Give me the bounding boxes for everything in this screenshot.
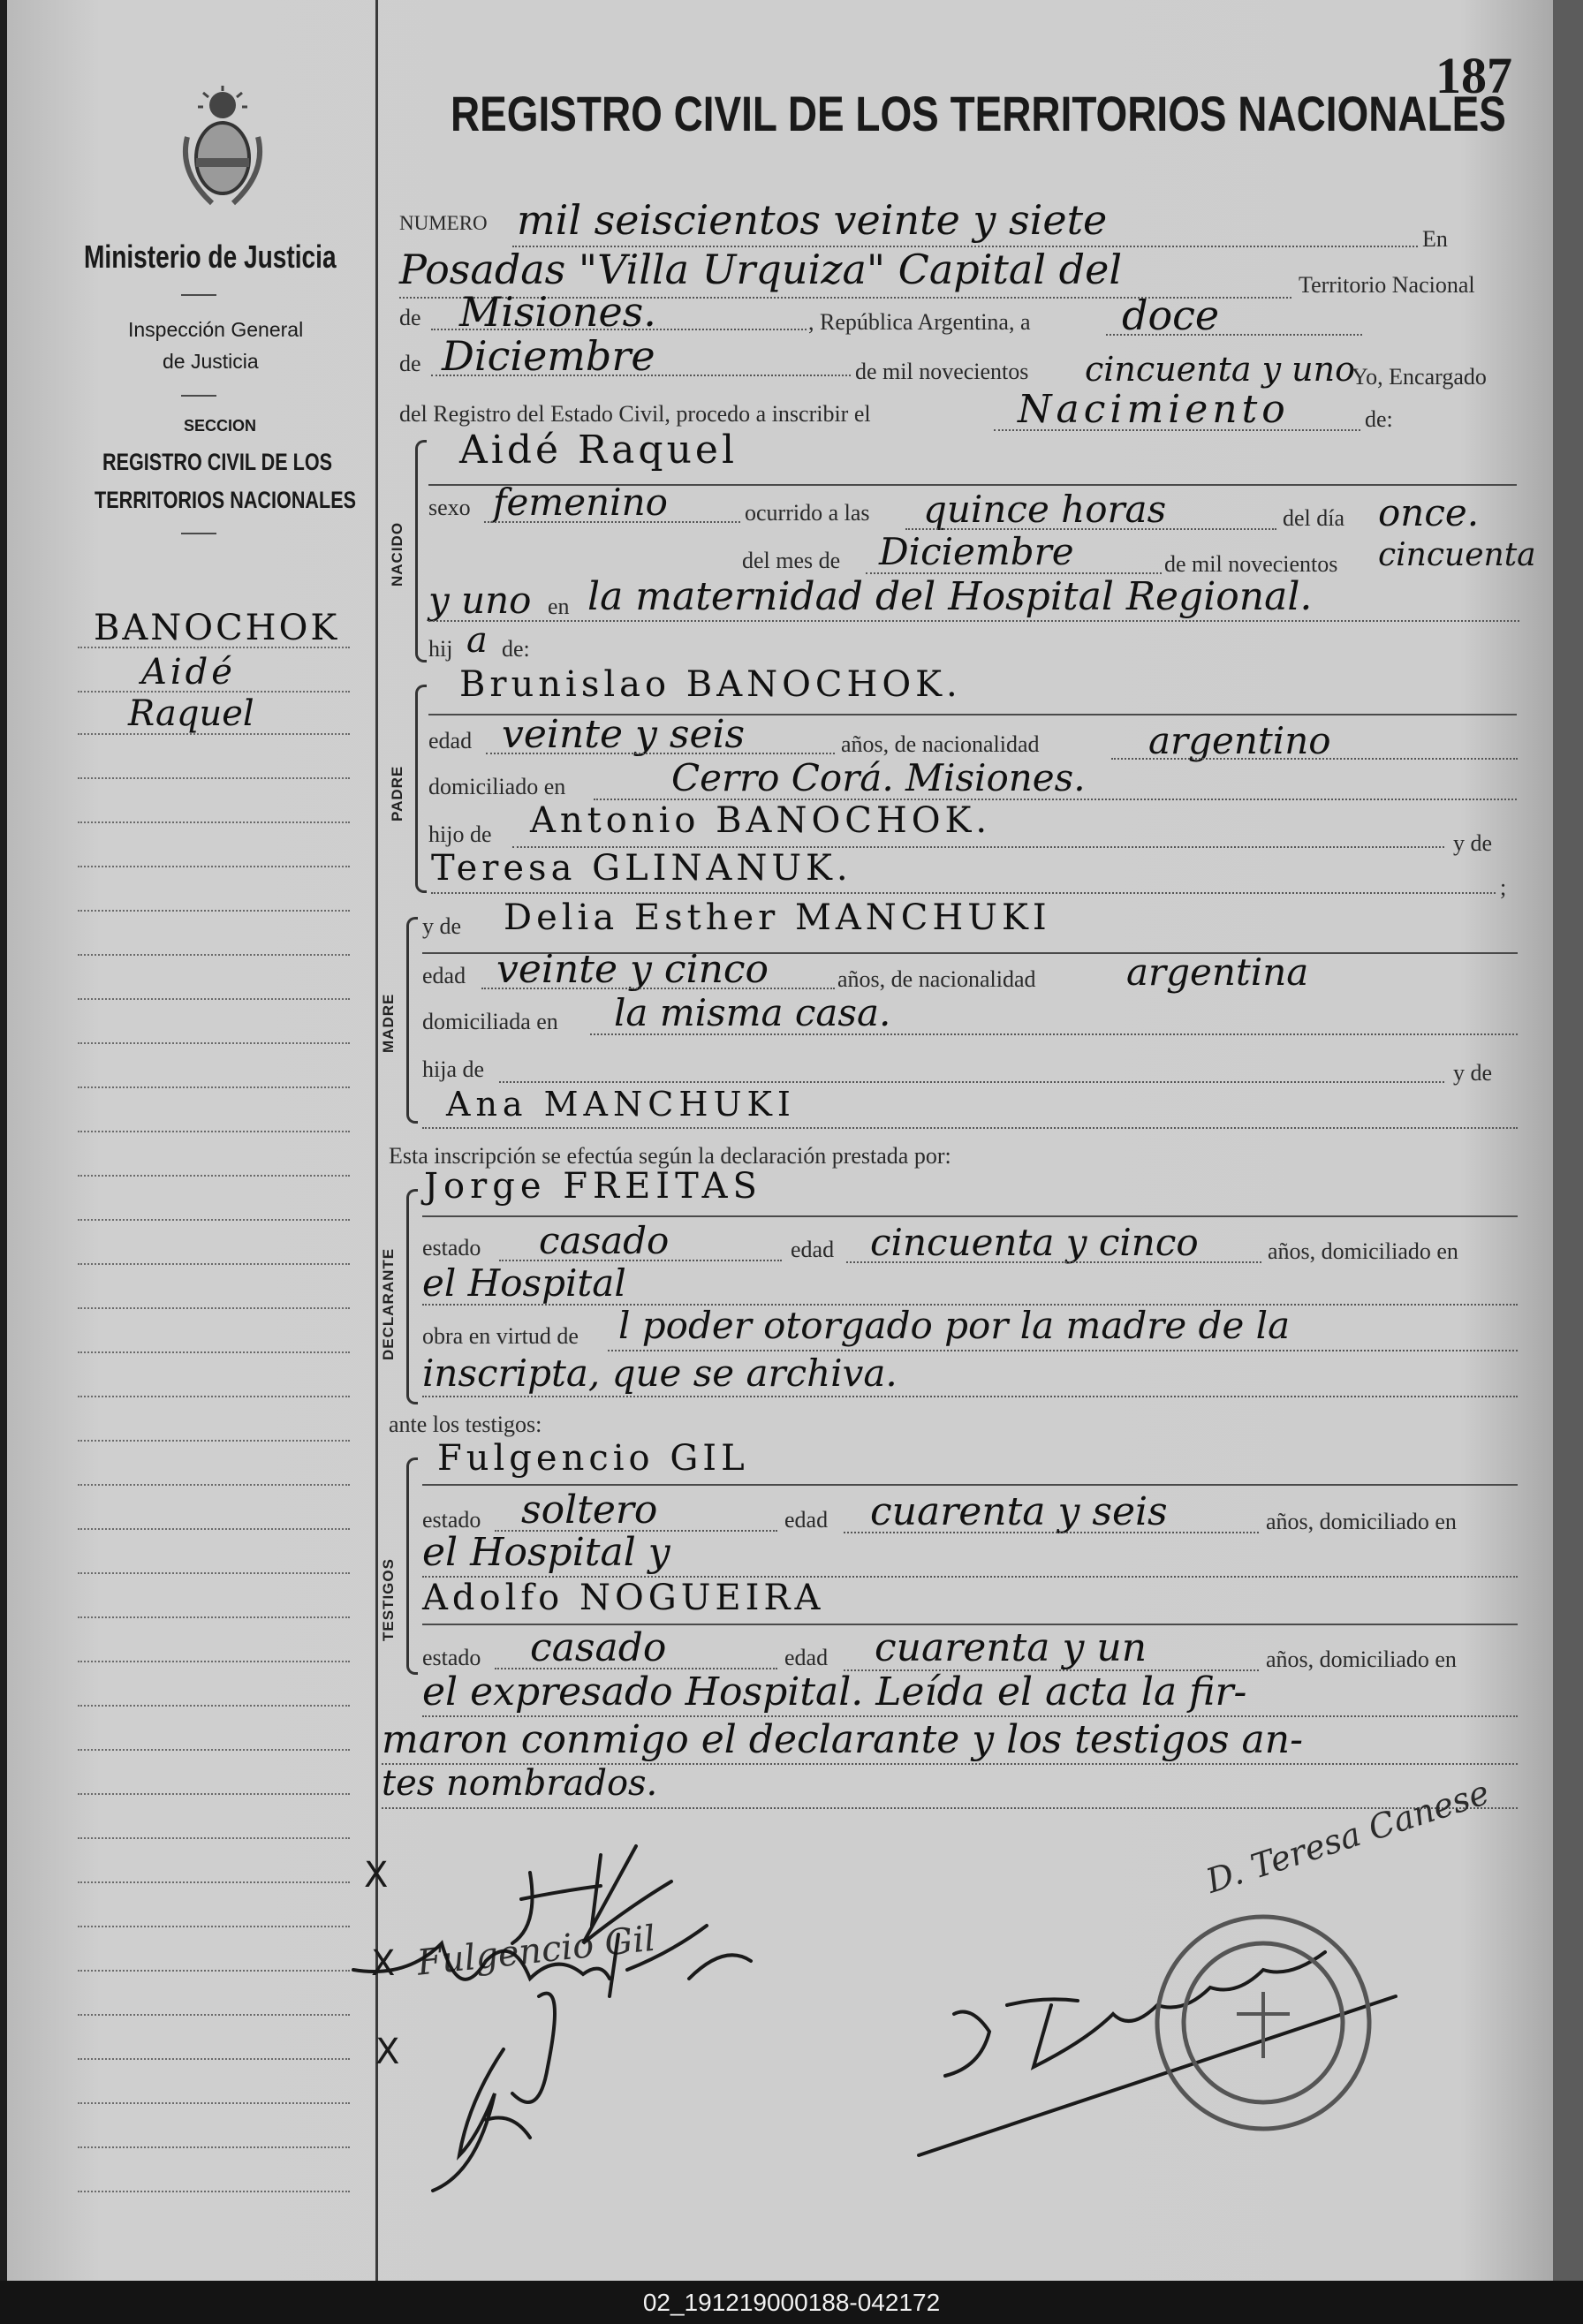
de-colon-2: de:	[502, 636, 530, 662]
margin-line	[78, 1793, 350, 1795]
margin-line	[78, 1528, 350, 1530]
margin-line	[78, 1837, 350, 1839]
de-colon: de:	[1365, 406, 1393, 432]
madre-edad-value: veinte y cinco	[496, 947, 769, 992]
line	[994, 429, 1360, 431]
witness-2-dom-label: años, domiciliado en	[1266, 1646, 1457, 1672]
numero-value: mil seiscientos veinte y siete	[517, 196, 1108, 244]
mes-value: Diciembre	[879, 530, 1074, 573]
margin-line	[78, 1086, 350, 1088]
registro-label: del Registro del Estado Civil, procedo a inscribir el	[399, 401, 871, 427]
padre-y-de-label: y de	[1453, 830, 1493, 856]
line	[431, 892, 1496, 894]
yo-label: Yo, Encargado	[1352, 364, 1487, 390]
padre-brace	[415, 685, 427, 893]
line	[486, 753, 835, 754]
year-value-b: y uno	[428, 579, 532, 622]
divider	[181, 395, 216, 397]
declaracion-intro: Esta inscripción se efectúa según la declaración prestada por:	[389, 1143, 951, 1169]
signatures-drawing	[336, 1802, 1484, 2261]
padre-edad-label: edad	[428, 728, 473, 753]
padre-hijo-label: hijo de	[428, 821, 492, 847]
republica-label: , República Argentina, a	[808, 309, 1031, 335]
line	[422, 1396, 1518, 1397]
madre-brace	[406, 917, 418, 1124]
ministry-title: Ministerio de Justicia	[84, 238, 337, 275]
officer-signature: D. Teresa Canese	[1201, 1772, 1494, 1901]
declarante-edad-label: edad	[791, 1237, 835, 1262]
margin-note-name-2: Raquel	[128, 693, 254, 734]
en-label-2: en	[548, 594, 570, 619]
margin-line	[78, 733, 350, 735]
margin-line	[78, 691, 350, 693]
act-value: Nacimiento	[1018, 387, 1290, 432]
padre-dom-value: Cerro Corá. Misiones.	[671, 756, 1086, 799]
margin-line	[78, 2146, 350, 2148]
margin-line	[78, 954, 350, 956]
margin-line	[78, 1351, 350, 1353]
divider	[181, 294, 216, 296]
witness-1-estado-label: estado	[422, 1507, 481, 1533]
witness-2-dom: el expresado Hospital. Leída el acta la fir-	[422, 1669, 1247, 1715]
en-label: En	[1422, 226, 1448, 252]
margin-note-surname: BANOCHOK	[94, 608, 340, 648]
mil-label: de mil novecientos	[855, 359, 1029, 384]
dia-value: once.	[1378, 491, 1480, 534]
line	[422, 1215, 1518, 1217]
madre-dom-value: la misma casa.	[614, 991, 891, 1034]
witness-1-estado: soltero	[521, 1488, 658, 1533]
witness-2-estado: casado	[530, 1625, 667, 1670]
hij-value: a	[466, 620, 488, 661]
line	[499, 1081, 1444, 1083]
de-label-2: de	[399, 351, 421, 376]
inspection-line-1: Inspección General	[128, 318, 304, 341]
declarante-name: Jorge FREITAS	[424, 1166, 762, 1207]
official-stamp-icon	[1157, 1917, 1369, 2129]
line	[428, 620, 1519, 622]
signature-mark-3: X	[375, 2032, 400, 2072]
margin-line	[78, 1219, 350, 1221]
margin-line	[78, 1705, 350, 1707]
declarante-brace	[406, 1189, 418, 1404]
witness-1-name: Fulgencio GIL	[437, 1438, 749, 1479]
sexo-label: sexo	[428, 495, 471, 520]
margin-line	[78, 1881, 350, 1883]
obra-label: obra en virtud de	[422, 1323, 579, 1349]
line	[422, 1484, 1518, 1486]
place-value: Posadas "Villa Urquiza" Capital del	[399, 246, 1123, 293]
closing-line-b: tes nombrados.	[382, 1763, 658, 1804]
line	[590, 1033, 1518, 1035]
padre-dom-label: domiciliado en	[428, 774, 566, 799]
madre-nac-label: años, de nacionalidad	[837, 966, 1036, 992]
numero-label: NUMERO	[399, 212, 488, 234]
margin-line	[78, 647, 350, 648]
declarante-dom-label: años, domiciliado en	[1268, 1238, 1458, 1264]
hij-label: hij	[428, 636, 453, 662]
witness-1-edad-label: edad	[784, 1507, 829, 1533]
padre-edad-value: veinte y seis	[502, 712, 746, 757]
mes-label: del mes de	[742, 548, 841, 573]
year-value: cincuenta y uno	[1085, 350, 1356, 389]
witness-2-estado-label: estado	[422, 1645, 481, 1670]
margin-line	[78, 2102, 350, 2104]
margin-line	[78, 910, 350, 912]
witness-2-edad: cuarenta y un	[875, 1625, 1147, 1670]
margin-line	[78, 1175, 350, 1177]
madre-hija-label: hija de	[422, 1056, 485, 1082]
line	[431, 375, 851, 376]
margin-line	[78, 1616, 350, 1618]
territory-value: Misiones.	[459, 288, 656, 336]
nacido-brace	[415, 440, 427, 662]
margin-line	[78, 1661, 350, 1662]
month-value: Diciembre	[442, 332, 655, 380]
signature-mark-1: X	[364, 1855, 389, 1896]
obra-value-a: l poder otorgado por la madre de la	[618, 1304, 1291, 1347]
testigos-intro: ante los testigos:	[389, 1412, 542, 1437]
section-line-1: REGISTRO CIVIL DE LOS	[102, 449, 333, 475]
margin-line	[78, 1307, 350, 1309]
book-binding-edge	[1553, 0, 1583, 2281]
declarante-estado-value: casado	[539, 1219, 670, 1262]
witness-signature: Fulgencio Gil	[415, 1918, 658, 1984]
line	[484, 521, 740, 523]
coat-of-arms-icon	[177, 84, 269, 212]
ocurrido-label: ocurrido a las	[745, 500, 870, 526]
margin-line	[78, 2014, 350, 2016]
section-label: SECCION	[184, 417, 257, 435]
paternal-grandfather: Antonio BANOCHOK.	[530, 800, 992, 841]
declarante-estado-label: estado	[422, 1235, 481, 1260]
territorio-label: Territorio Nacional	[1299, 272, 1475, 298]
mil-label-2: de mil novecientos	[1164, 551, 1338, 577]
page-number: 187	[1435, 47, 1512, 104]
margin-line	[78, 1970, 350, 1972]
declarante-dom-value: el Hospital	[422, 1261, 626, 1305]
line	[431, 329, 807, 330]
maternal-grandmother: Ana MANCHUKI	[446, 1085, 796, 1124]
sexo-value: femenino	[493, 481, 668, 524]
del-dia-label: del día	[1283, 505, 1345, 531]
closing-line-a: maron conmigo el declarante y los testigos an-	[382, 1717, 1303, 1762]
inspection-line-2: de Justicia	[163, 350, 259, 373]
margin-line	[78, 1042, 350, 1044]
semicolon: ;	[1500, 874, 1507, 900]
padre-nac-label: años, de nacionalidad	[841, 731, 1040, 757]
declarante-edad-value: cincuenta y cinco	[870, 1221, 1199, 1264]
margin-line	[78, 1484, 350, 1486]
line	[846, 1261, 1261, 1263]
madre-dom-label: domiciliada en	[422, 1009, 558, 1034]
margin-line	[78, 1440, 350, 1442]
line	[422, 1127, 1518, 1129]
year-value-a: cincuenta	[1378, 537, 1536, 573]
line	[481, 988, 835, 989]
page-title: REGISTRO CIVIL DE LOS TERRITORIOS NACIONALES	[451, 86, 1506, 141]
madre-edad-label: edad	[422, 963, 466, 988]
margin-line	[78, 998, 350, 1000]
margin-line	[78, 2058, 350, 2060]
de-label: de	[399, 305, 421, 330]
place-of-birth: la maternidad del Hospital Regional.	[587, 574, 1313, 619]
madre-nac-value: argentina	[1126, 950, 1309, 994]
margin-line	[78, 1263, 350, 1265]
divider	[181, 533, 216, 534]
witness-2-edad-label: edad	[784, 1645, 829, 1670]
signature-mark-2: X	[371, 1943, 396, 1984]
madre-y-de-label: y de	[422, 913, 462, 939]
margin-line	[78, 1749, 350, 1751]
witness-1-edad: cuarenta y seis	[870, 1489, 1168, 1534]
margin-line	[78, 777, 350, 779]
margin-line	[78, 2191, 350, 2192]
footer-id: 02_191219000188-042172	[0, 2281, 1583, 2324]
obra-value-b: inscripta, que se archiva.	[422, 1351, 898, 1395]
margin-line	[78, 866, 350, 867]
testigos-brace	[406, 1457, 418, 1675]
hora-value: quince horas	[923, 488, 1167, 531]
witness-1-dom: el Hospital y	[422, 1530, 670, 1575]
witness-1-dom-label: años, domiciliado en	[1266, 1509, 1457, 1534]
line	[844, 1532, 1259, 1533]
line	[1106, 334, 1362, 336]
section-line-2: TERRITORIOS NACIONALES	[95, 487, 357, 513]
madre-y-de-label-2: y de	[1453, 1060, 1493, 1086]
day-value: doce	[1122, 291, 1220, 339]
margin-line	[78, 821, 350, 823]
testigos-side-label: TESTIGOS	[380, 1558, 397, 1641]
father-name: Brunislao BANOCHOK.	[459, 664, 962, 705]
paternal-grandmother: Teresa GLINANUK.	[431, 848, 852, 889]
margin-line	[78, 1396, 350, 1397]
margin-line	[78, 1926, 350, 1927]
margin-line	[78, 1131, 350, 1132]
mother-name: Delia Esther MANCHUKI	[504, 897, 1051, 938]
witness-2-name: Adolfo NOGUEIRA	[422, 1578, 825, 1618]
declarante-side-label: DECLARANTE	[380, 1247, 397, 1360]
padre-side-label: PADRE	[389, 765, 405, 821]
padre-nac-value: argentino	[1148, 719, 1331, 762]
margin-line	[78, 1572, 350, 1574]
margin-note-name: Aidé	[141, 652, 236, 693]
madre-side-label: MADRE	[380, 993, 397, 1053]
nacido-side-label: NACIDO	[389, 521, 405, 587]
child-name: Aidé Raquel	[459, 428, 738, 473]
line	[1111, 758, 1518, 760]
